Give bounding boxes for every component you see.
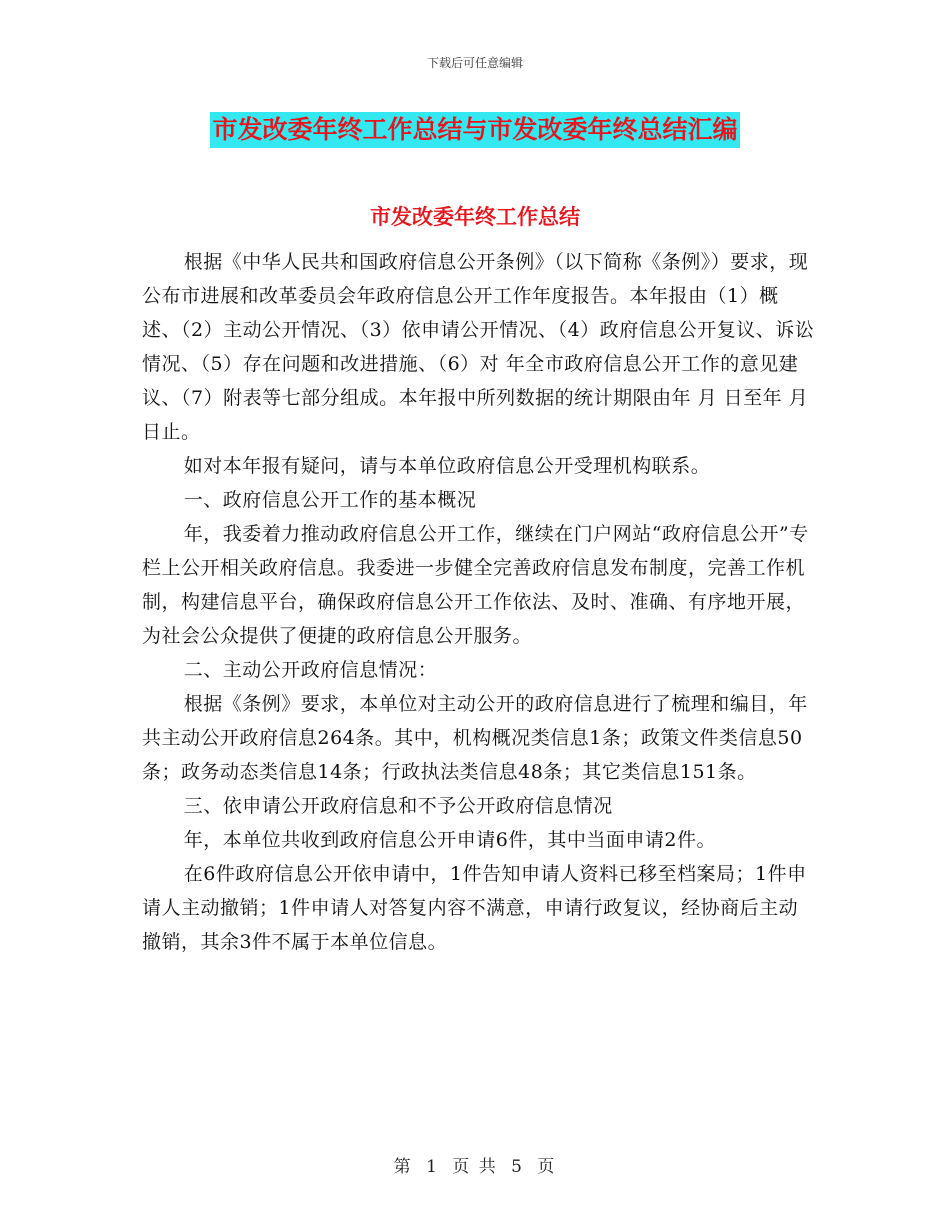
document-title: 市发改委年终工作总结与市发改委年终总结汇编 [210,112,739,148]
page-current-number: 1 [426,1157,439,1177]
paragraph: 年，本单位共收到政府信息公开申请6件，其中当面申请2件。 [183,829,716,851]
paragraph: 在6件政府信息公开依申请中，1件告知申请人资料已移至档案局；1件申请人主动撤销；1件申请人对答复内容不满意，申请行政复议，经协商后主动撤销，其余3件不属于本单位信息。 [142,863,807,953]
paragraph: 根据《条例》要求，本单位对主动公开的政府信息进行了梳理和编目，年共主动公开政府信息264条。其中，机构概况类信息1条；政策文件类信息50条；政务动态类信息14条；行政执法类信息48条；其它类信息151条。 [142,693,808,783]
paragraph-heading: 二、主动公开政府信息情况： [183,659,438,681]
document-body [142,245,817,959]
paragraph: 年，我委着力推动政府信息公开工作，继续在门户网站“政府信息公开”专栏上公开相关政府信息。我委进一步健全完善政府信息发布制度，完善工作机制，构建信息平台，确保政府信息公开工作依法、及时、准确、有序地开展，为社会公众提供了便捷的政府信息公开服务。 [142,523,809,647]
paragraph: 根据《中华人民共和国政府信息公开条例》（以下简称《条例》）要求，现公布市进展和改革委员会年政府信息公开工作年度报告。本年报由（1）概述、（2）主动公开情况、（3）依申请公开情况、（4）政府信息公开复议、诉讼情况、（5）存在问题和改进措施、（6）对 年全市政府信息公开工作的意见建议、（7）附表等七部分组成。本年报中所列数据的统计期限由年 月 日至年 月 日止。 [142,251,815,443]
paragraph: 如对本年报有疑问，请与本单位政府信息公开受理机构联系。 [183,455,711,477]
header-note: 下载后可任意编辑 [426,56,523,70]
paragraph-heading: 三、依申请公开政府信息和不予公开政府信息情况 [183,795,613,817]
section-title: 市发改委年终工作总结 [370,205,580,229]
page-footer [0,1152,950,1177]
page-total-number: 5 [511,1157,524,1177]
paragraph-heading: 一、政府信息公开工作的基本概况 [183,489,477,511]
page-suffix: 页 [537,1157,557,1177]
page-mid: 页 共 [452,1157,498,1177]
document-title-container [0,112,950,148]
page-prefix: 第 [393,1157,413,1177]
